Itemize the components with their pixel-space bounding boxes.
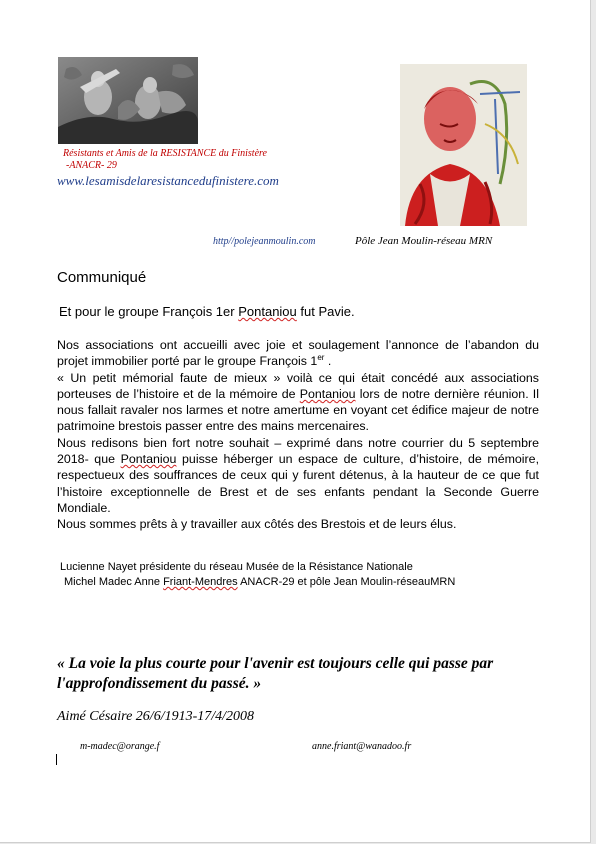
communique-body	[57, 337, 539, 533]
paragraph-2	[57, 370, 539, 435]
paragraph-4: Nous sommes prêts à y travailler aux côtés des Brestois et de leurs élus.	[57, 517, 457, 532]
paragraph-3-start: Nous redisons bien fort notre souhait – exprimé dans notre courrier du 5 septembre 2018- que	[57, 435, 539, 467]
contact-email-1[interactable]: m-madec@orange.f	[80, 741, 160, 752]
resistance-relief-image	[58, 57, 198, 144]
paragraph-1-text: Nos associations ont accueilli avec joie et soulagement l’annonce de l’abandon du projet immobilier porté par le groupe François 1	[57, 338, 539, 369]
paragraph-2-end: lors de notre dernière réunion. Il nous fallait ravaler nos larmes et notre amertume en voyant cet édifice majeur de notre patrimoine brestois passer entre des mains mercenaires.	[57, 386, 539, 434]
signature-line-2	[64, 576, 455, 588]
subtitle	[59, 304, 355, 319]
org-name-line2: -ANACR- 29	[66, 160, 117, 171]
paragraph-3	[57, 435, 539, 516]
paragraph-2-start: « Un petit mémorial faute de mieux » voilà ce qui était concédé aux associations porteuses de l’histoire et de la mémoire de	[57, 370, 539, 401]
signature-line-1: Lucienne Nayet présidente du réseau Musée de la Résistance Nationale	[60, 561, 413, 573]
spellcheck-flagged-word: Pontaniou	[238, 304, 297, 319]
page-title: Communiqué	[57, 269, 147, 286]
mrn-url-link[interactable]: http//polejeanmoulin.com	[213, 236, 316, 247]
spellcheck-flagged-word: Pontaniou	[120, 452, 177, 467]
org-website-link[interactable]: www.lesamisdelaresistancedufinistere.com	[57, 173, 279, 188]
relief-sculpture-icon	[58, 57, 198, 144]
spellcheck-flagged-word: Pontaniou	[299, 386, 356, 401]
jean-moulin-portrait-image	[400, 64, 527, 226]
subtitle-end: fut Pavie.	[296, 304, 355, 319]
paragraph-1-end: .	[324, 354, 332, 369]
org-name-line1: Résistants et Amis de la RESISTANCE du Finistère	[63, 148, 267, 159]
closing-quote: « La voie la plus courte pour l'avenir est toujours celle qui passe par l'approfondissement du passé. »	[57, 655, 494, 692]
mrn-name: Pôle Jean Moulin-réseau MRN	[355, 235, 493, 247]
subtitle-start: Et pour le groupe François 1er	[59, 304, 239, 319]
text-cursor	[56, 754, 57, 765]
superscript: er	[317, 353, 325, 363]
signature-orgs: ANACR-29 et pôle Jean Moulin-réseauMRN	[237, 576, 456, 588]
spellcheck-flagged-word: Friant-Mendres	[163, 576, 238, 588]
paragraph-1	[57, 337, 539, 370]
signature-names: Michel Madec Anne	[64, 576, 164, 588]
quote-author: Aimé Césaire 26/6/1913-17/4/2008	[57, 709, 255, 724]
paragraph-3-end: puisse héberger un espace de culture, d’histoire, de mémoire, respectueux des souffrances de ceux qui y furent détenus, à la hauteur de ce que fut l’histoire exceptionnelle de Brest et de ses enfants pendant la Seconde Guerre Mondiale.	[57, 452, 540, 515]
contact-email-2[interactable]: anne.friant@wanadoo.fr	[312, 741, 412, 752]
portrait-drawing-icon	[400, 64, 527, 226]
